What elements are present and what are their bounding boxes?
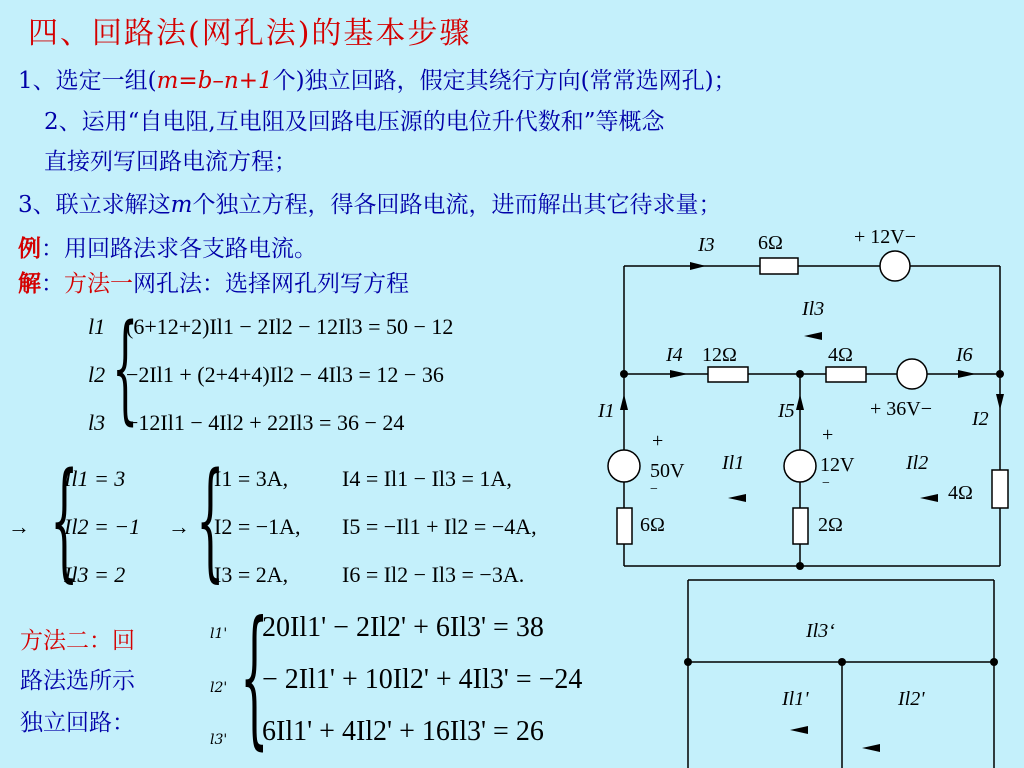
step-2: 2、运用“自电阻,互电阻及回路电压源的电位升代数和”等概念 — [44, 109, 665, 135]
eq-label-l1: l1 — [88, 314, 106, 339]
label-12ohm: 12Ω — [702, 344, 737, 366]
step-1-formula: m=b–n+1 — [156, 68, 273, 94]
label-Il3: Il3 — [802, 298, 825, 320]
example-text: ：用回路法求各支路电流。 — [41, 236, 317, 262]
arrow-1: → — [8, 514, 30, 539]
solution-label: 解 — [18, 270, 41, 297]
eq-label-l2: l2 — [88, 362, 106, 387]
label-12v-mid: 12V — [820, 454, 855, 476]
label-Il3-prime: Il3‘ — [806, 620, 835, 642]
label-Il1-prime: Il1' — [782, 688, 809, 710]
label-Il2-prime: Il2' — [898, 688, 925, 710]
arrow-2: → — [168, 514, 190, 539]
c2-arrow-Il1 — [790, 726, 808, 734]
eq-method1-3: −12Il1 − 4Il2 + 22Il3 = 36 − 24 — [126, 410, 405, 435]
arrow-I6 — [958, 370, 976, 378]
branch-result-1b: I4 = Il1 − Il3 = 1A, — [342, 466, 512, 491]
resistor-2ohm — [793, 508, 808, 544]
step-1-text-b: 个)独立回路，假定其绕行方向(常常选网孔)； — [272, 68, 737, 94]
c2-arrow-Il2 — [862, 744, 880, 752]
voltage-source-12v-top — [880, 251, 910, 281]
label-50v: 50V — [650, 460, 685, 482]
label-6ohm-top: 6Ω — [758, 232, 783, 254]
page-title: 四、回路法(网孔法)的基本步骤 — [28, 16, 472, 51]
branch-result-3a: I3 = 2A, — [214, 562, 289, 587]
method1-label: 方法一 — [64, 271, 133, 297]
arrow-I4 — [670, 370, 688, 378]
step-3-text-a: 3、联立求解这 — [18, 192, 171, 218]
eq-method1-1: (6+12+2)Il1 − 2Il2 − 12Il3 = 50 − 12 — [126, 314, 454, 339]
label-I3: I3 — [698, 234, 715, 256]
label-12v-mid-minus: − — [822, 476, 830, 491]
arrow-Il3 — [804, 332, 822, 340]
step-1-text-a: 1、选定一组( — [18, 68, 157, 94]
label-I2: I2 — [972, 408, 989, 430]
label-50v-minus: − — [650, 482, 658, 497]
eq-method2-3: 6Il1' + 4Il2' + 16Il3' = 26 — [262, 716, 544, 747]
voltage-source-50v — [608, 450, 640, 482]
node-mid — [796, 370, 804, 378]
voltage-source-36v — [897, 359, 927, 389]
label-2ohm: 2Ω — [818, 514, 843, 536]
loop-result-1: Il1 = 3 — [64, 466, 126, 491]
resistor-6ohm-bottom — [617, 508, 632, 544]
node-bottom — [796, 562, 804, 570]
label-12v-top: + 12V− — [854, 226, 917, 248]
step-2-cont: 直接列写回路电流方程； — [44, 149, 297, 175]
arrow-Il1 — [728, 494, 746, 502]
label-I5: I5 — [778, 400, 795, 422]
label-12v-mid-plus: + — [822, 424, 834, 446]
branch-result-2a: I2 = −1A, — [214, 514, 301, 539]
c2-node-right — [990, 658, 998, 666]
loop-result-2: Il2 = −1 — [64, 514, 141, 539]
branch-result-3b: I6 = Il2 − Il3 = −3A. — [342, 562, 525, 587]
brace-branch-results: { — [196, 446, 225, 595]
method2-line-2: 路法选所示 — [20, 668, 135, 694]
resistor-12ohm — [708, 367, 748, 382]
step-3-text-b: 个独立方程，得各回路电流，进而解出其它待求量； — [192, 192, 722, 218]
node-left — [620, 370, 628, 378]
arrow-I1 — [620, 394, 628, 410]
example-label: 例 — [18, 235, 41, 262]
label-I4: I4 — [666, 344, 683, 366]
eq-label-l3: l3 — [88, 410, 106, 435]
resistor-4ohm-right — [992, 470, 1008, 508]
arrow-I3 — [690, 262, 706, 270]
resistor-4ohm-mid — [826, 367, 866, 382]
voltage-source-12v-mid — [784, 450, 816, 482]
brace-method2: { — [240, 590, 269, 764]
arrow-I2 — [996, 394, 1004, 410]
label-36v: + 36V− — [870, 398, 933, 420]
method2-line-3: 独立回路： — [20, 710, 135, 736]
solution-colon: ： — [41, 271, 64, 297]
eq2-label-2: l2' — [210, 680, 228, 696]
label-6ohm-bottom: 6Ω — [640, 514, 665, 536]
label-50v-plus: + — [652, 430, 664, 452]
label-I6: I6 — [956, 344, 973, 366]
branch-result-2b: I5 = −Il1 + Il2 = −4A, — [342, 514, 537, 539]
arrow-I5 — [796, 394, 804, 410]
brace-loop-results: { — [50, 446, 79, 595]
method1-text: 网孔法：选择网孔列写方程 — [133, 271, 409, 297]
eq2-label-3: l3' — [210, 732, 228, 748]
c2-node-mid — [838, 658, 846, 666]
label-Il1: Il1 — [722, 452, 745, 474]
eq-method2-2: − 2Il1' + 10Il2' + 4Il3' = −24 — [262, 664, 583, 695]
resistor-6ohm-top — [760, 258, 798, 274]
eq2-label-1: l1' — [210, 626, 228, 642]
eq-method2-1: 20Il1' − 2Il2' + 6Il3' = 38 — [262, 612, 544, 643]
label-4ohm-right: 4Ω — [948, 482, 973, 504]
eq-method1-2: −2Il1 + (2+4+4)Il2 − 4Il3 = 12 − 36 — [126, 362, 444, 387]
label-4ohm-mid: 4Ω — [828, 344, 853, 366]
label-Il2: Il2 — [906, 452, 929, 474]
brace-method1: { — [112, 298, 139, 436]
loop-result-3: Il3 = 2 — [64, 562, 126, 587]
step-3-var: m — [170, 192, 193, 218]
c2-node-left — [684, 658, 692, 666]
node-right — [996, 370, 1004, 378]
arrow-Il2 — [920, 494, 938, 502]
branch-result-1a: I1 = 3A, — [214, 466, 289, 491]
label-I1: I1 — [598, 400, 615, 422]
method2-text-1: 方法二：回 — [20, 628, 135, 654]
